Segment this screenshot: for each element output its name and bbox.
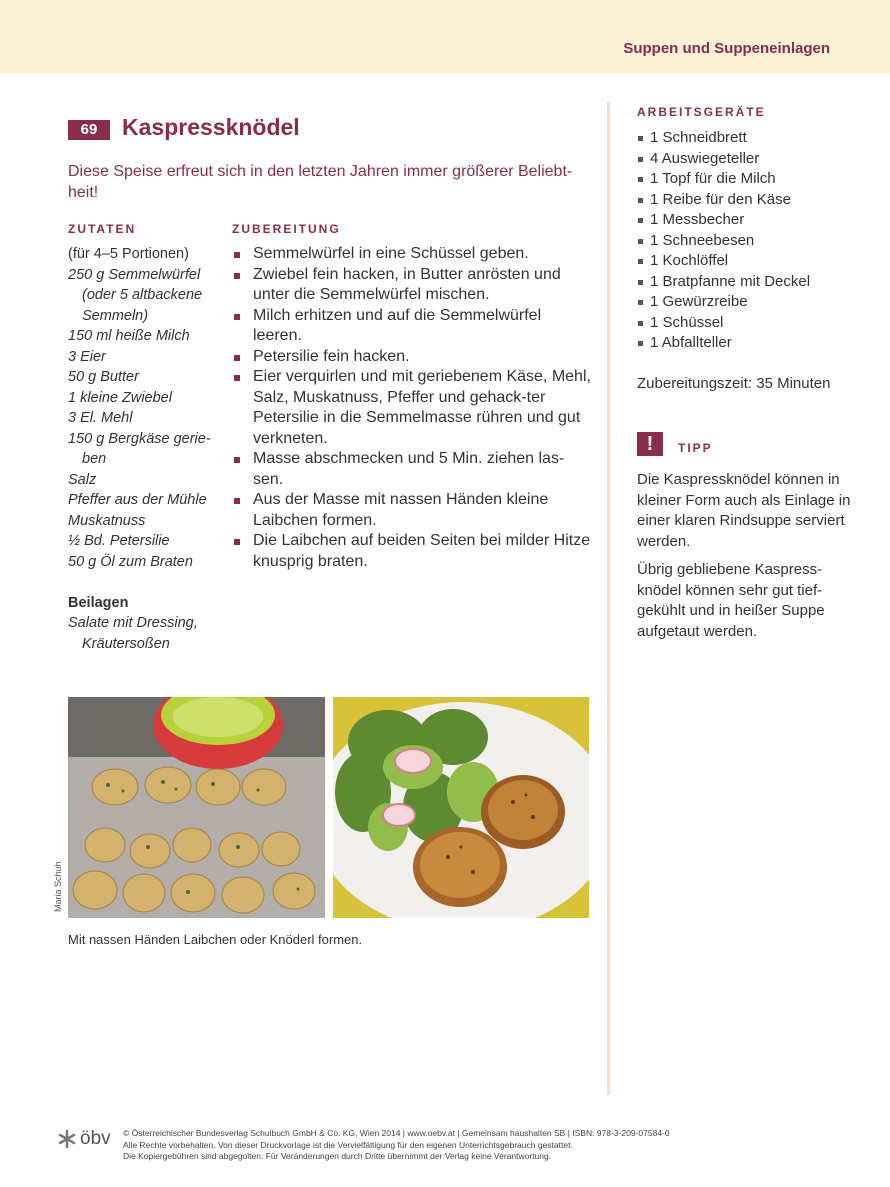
ingredient-line: 150 ml heiße Milch xyxy=(68,328,190,344)
tool-item xyxy=(637,128,857,149)
step-text: Milch erhitzen und auf die Semmelwürfel leeren. xyxy=(253,306,542,344)
ingredient-line: 50 g Butter xyxy=(68,369,139,385)
bullet-icon xyxy=(638,136,643,141)
bullet-icon xyxy=(638,300,643,305)
step-item xyxy=(232,490,592,531)
tip-exclamation-icon: ! xyxy=(637,432,663,456)
tool-item xyxy=(637,149,857,170)
photo-raw-patties xyxy=(68,697,325,918)
tool-label: 1 Bratpfanne mit Deckel xyxy=(650,272,811,290)
bullet-icon xyxy=(234,498,240,504)
tool-item xyxy=(637,292,857,313)
step-item xyxy=(232,531,592,572)
tool-label: 1 Kochlöffel xyxy=(650,252,729,269)
ingredient-line: 50 g Öl zum Braten xyxy=(68,553,193,570)
photo-fried-patties xyxy=(333,697,589,918)
step-text: Masse abschmecken und 5 Min. ziehen las-sen. xyxy=(253,450,565,488)
step-text: Eier verquirlen und mit geriebenem Käse, Mehl, Salz, Muskatnuss, Pfeffer und gehack-ter Petersilie in die Semmelmasse rühren und gut verkneten. xyxy=(253,368,591,447)
tool-item xyxy=(637,169,857,190)
step-item xyxy=(232,449,592,490)
ingredient-line: 3 Eier xyxy=(68,348,106,365)
step-text: Zwiebel fein hacken, in Butter anrösten und unter die Semmelwürfel mischen. xyxy=(253,265,561,303)
bullet-icon xyxy=(234,457,240,463)
bullet-icon xyxy=(234,273,240,279)
sides-line: Kräutersoßen xyxy=(82,635,170,652)
preparation-heading: ZUBEREITUNG xyxy=(232,222,341,236)
tip-paragraph: Die Kaspressknödel können in kleiner Form auch als Einlage in einer klaren Rindsuppe serviert werden. xyxy=(637,471,851,550)
section-title: Suppen und Suppeneinlagen xyxy=(623,40,830,57)
sides-line: Salate mit Dressing, xyxy=(68,615,198,631)
tool-item xyxy=(637,251,857,272)
bullet-icon xyxy=(234,252,240,258)
ingredient-line: 250 g Semmelwürfel xyxy=(68,266,201,283)
tool-label: 1 Topf für die Milch xyxy=(650,170,776,187)
ingredient-line: 1 kleine Zwiebel xyxy=(68,389,172,406)
ingredient-line: 150 g Bergkäse gerie- xyxy=(68,430,211,447)
step-item xyxy=(232,244,592,265)
step-text: Semmelwürfel in eine Schüssel geben. xyxy=(253,245,529,262)
ingredient-line: 3 El. Mehl xyxy=(68,410,133,426)
ingredient-line: ben xyxy=(82,451,107,467)
column-divider xyxy=(607,102,610,1095)
bullet-icon xyxy=(234,355,240,361)
step-item xyxy=(232,347,592,368)
header-band xyxy=(0,0,890,74)
bullet-icon xyxy=(638,157,643,162)
tools-heading: ARBEITSGERÄTE xyxy=(637,105,766,119)
tip-heading: TIPP xyxy=(678,441,713,455)
bullet-icon xyxy=(234,375,240,381)
bullet-icon xyxy=(638,177,643,182)
tool-item xyxy=(637,272,857,293)
ingredient-line: (für 4–5 Portionen) xyxy=(68,246,189,262)
tool-item xyxy=(637,210,857,231)
tool-label: 1 Messbecher xyxy=(650,211,745,228)
bullet-icon xyxy=(638,259,643,264)
bullet-icon xyxy=(234,539,240,545)
recipe-number-badge: 69 xyxy=(68,120,110,140)
bullet-icon xyxy=(638,198,643,203)
ingredient-line: Salz xyxy=(68,471,97,488)
ingredient-line: ½ Bd. Petersilie xyxy=(68,533,170,549)
step-text: Petersilie fein hacken. xyxy=(253,347,410,365)
tip-paragraph: Übrig gebliebene Kaspress-knödel können sehr gut tief-gekühlt und in heißer Suppe aufgetaut werden. xyxy=(637,561,825,640)
preparation-time: Zubereitungszeit: 35 Minuten xyxy=(637,375,831,392)
bullet-icon xyxy=(638,321,643,326)
recipe-intro: Diese Speise erfreut sich in den letzten Jahren immer größerer Beliebt-heit! xyxy=(68,163,573,201)
step-text: Die Laibchen auf beiden Seiten bei milder Hitze knusprig braten. xyxy=(253,532,591,570)
tool-item xyxy=(637,231,857,252)
preparation-steps xyxy=(232,244,592,572)
ingredient-line: Pfeffer aus der Mühle xyxy=(68,492,207,508)
legal-line: Alle Rechte vorbehalten. Von dieser Druckvorlage ist die Vervielfältigung für den eigenen Unterrichtsgebrauch gestattet. xyxy=(123,1139,573,1150)
star-logo-icon xyxy=(58,1130,76,1148)
photo-credit: Maria Schuh xyxy=(53,861,63,912)
step-text: Aus der Masse mit nassen Händen kleine Laibchen formen. xyxy=(253,491,549,529)
tool-label: 1 Gewürzreibe xyxy=(650,293,748,310)
step-item xyxy=(232,265,592,306)
bullet-icon xyxy=(638,239,643,244)
tool-label: 1 Schüssel xyxy=(650,313,724,331)
tool-item xyxy=(637,190,857,211)
ingredients-heading: ZUTATEN xyxy=(68,222,137,236)
step-item xyxy=(232,367,592,449)
tool-label: 1 Reibe für den Käse xyxy=(650,190,791,208)
tool-item xyxy=(637,333,857,354)
tool-label: 4 Auswiegeteller xyxy=(650,149,760,167)
sides-heading: Beilagen xyxy=(68,594,129,611)
bullet-icon xyxy=(638,341,643,346)
bullet-icon xyxy=(638,218,643,223)
ingredient-line: Semmeln) xyxy=(82,307,149,324)
tool-label: 1 Abfallteller xyxy=(650,334,732,351)
step-item xyxy=(232,306,592,347)
bullet-icon xyxy=(234,314,240,320)
publisher-logo-text: öbv xyxy=(80,1128,111,1149)
tool-label: 1 Schneidbrett xyxy=(650,129,747,146)
tools-list xyxy=(637,128,857,354)
photo-caption: Mit nassen Händen Laibchen oder Knöderl formen. xyxy=(68,932,363,947)
bullet-icon xyxy=(638,280,643,285)
tool-item xyxy=(637,313,857,334)
ingredient-line: (oder 5 altbackene xyxy=(82,287,203,303)
legal-line: © Österreichischer Bundesverlag Schulbuch GmbH & Co. KG, Wien 2014 | www.oebv.at | Gemeinsam haushalten SB | ISBN: 978-3-209-07584-0 xyxy=(123,1128,670,1138)
tool-label: 1 Schneebesen xyxy=(650,231,755,249)
recipe-title: Kaspressknödel xyxy=(122,114,300,140)
legal-line: Die Kopiergebühren sind abgegolten. Für Veränderungen durch Dritte übernimmt der Verlag keine Verantwortung. xyxy=(123,1151,552,1161)
ingredient-line: Muskatnuss xyxy=(68,512,146,529)
tip-text xyxy=(637,470,852,650)
legal-notice xyxy=(123,1128,763,1163)
publisher-logo xyxy=(58,1128,111,1150)
ingredients-list xyxy=(68,244,226,654)
